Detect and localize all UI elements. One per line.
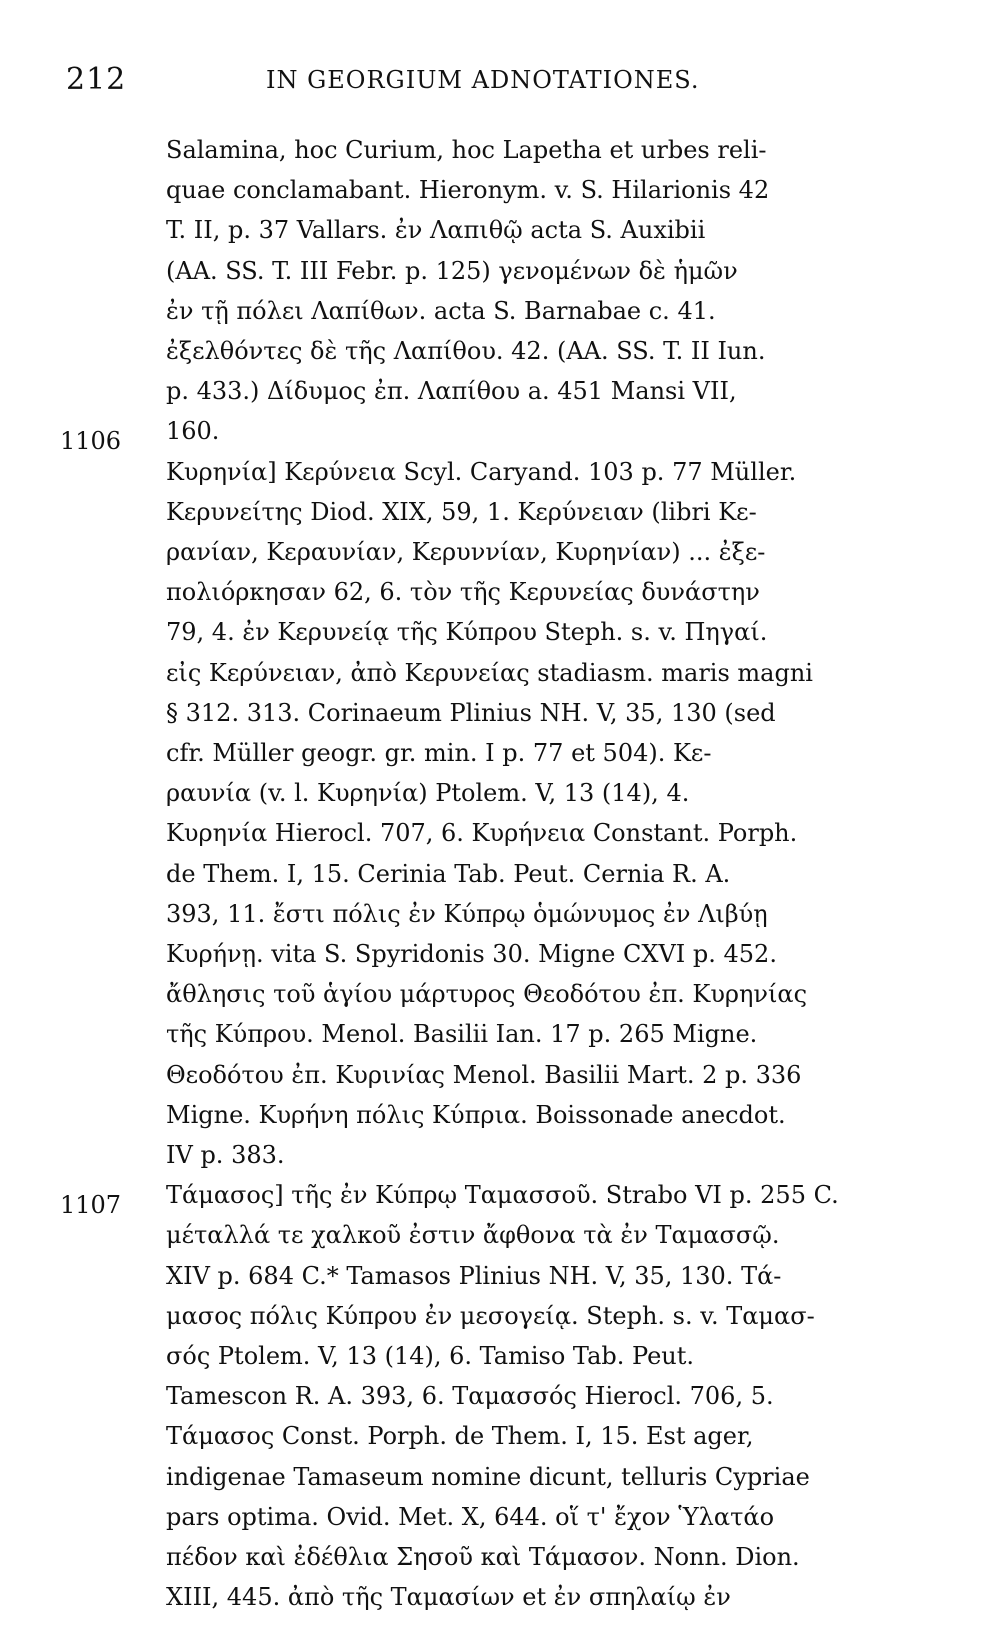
page-number: 212 bbox=[66, 62, 127, 97]
text-line: Tamescon R. A. 393, 6. Ταμασσός Hierocl. 706, 5. bbox=[166, 1382, 774, 1411]
text-line: μέταλλά τε χαλκοῦ ἐστιν ἄφθονα τὰ ἐν Ταμασσῷ. bbox=[166, 1221, 780, 1250]
text-line: μασος πόλις Κύπρου ἐν μεσογείᾳ. Steph. s. v. Ταμασ- bbox=[166, 1301, 815, 1330]
text-line: Salamina, hoc Curium, hoc Lapetha et urbes reli- bbox=[166, 136, 767, 164]
text-line: T. II, p. 37 Vallars. ἐν Λαπιθῷ acta S. Auxibii bbox=[166, 216, 706, 245]
text-line: Migne. Κυρήνη πόλις Κύπρια. Boissonade anecdot. bbox=[166, 1100, 786, 1129]
text-line: Θεοδότου ἐπ. Κυρινίας Menol. Basilii Mart. 2 p. 336 bbox=[166, 1060, 802, 1089]
text-line: σός Ptolem. V, 13 (14), 6. Tamiso Tab. Peut. bbox=[166, 1342, 695, 1370]
text-line: ραυνία (v. l. Κυρηνία) Ptolem. V, 13 (14), 4. bbox=[166, 779, 690, 808]
verse-number: 1106 bbox=[60, 427, 122, 456]
text-line: τῆς Κύπρου. Menol. Basilii Ian. 17 p. 265 Migne. bbox=[166, 1020, 758, 1049]
text-line: cfr. Müller geogr. gr. min. I p. 77 et 504). Κε- bbox=[166, 739, 712, 767]
text-line: p. 433.) Δίδυμος ἐπ. Λαπίθου a. 451 Mansi VII, bbox=[166, 377, 737, 406]
text-line: quae conclamabant. Hieronym. v. S. Hilarionis 42 bbox=[166, 176, 770, 205]
text-line: indigenae Tamaseum nomine dicunt, telluris Cypriae bbox=[166, 1462, 810, 1491]
verse-number: 1107 bbox=[60, 1191, 122, 1220]
text-line: Κυρήνῃ. vita S. Spyridonis 30. Migne CXVI p. 452. bbox=[166, 940, 777, 968]
text-line: de Them. I, 15. Cerinia Tab. Peut. Cernia R. A. bbox=[166, 859, 731, 888]
text-line: Κυρηνία] Κερύνεια Scyl. Caryand. 103 p. 77 Müller. bbox=[166, 457, 797, 486]
running-head bbox=[66, 62, 932, 102]
text-line: ἐξελθόντες δὲ τῆς Λαπίθου. 42. (AA. SS. T. II Iun. bbox=[166, 337, 766, 365]
text-line: (AA. SS. T. III Febr. p. 125) γενομένων δὲ ἡμῶν bbox=[166, 256, 738, 285]
text-line: πέδον καὶ ἐδέθλια Σησοῦ καὶ Τάμασον. Nonn. Dion. bbox=[166, 1543, 800, 1571]
text-line: εἰς Κερύνειαν, ἀπὸ Κερυνείας stadiasm. maris magni bbox=[166, 658, 813, 687]
text-line: 393, 11. ἔστι πόλις ἐν Κύπρῳ ὁμώνυμος ἐν Λιβύῃ bbox=[166, 899, 768, 928]
text-line: Τάμασος Const. Porph. de Them. I, 15. Est ager, bbox=[166, 1422, 754, 1451]
text-line: Κυρηνία Hierocl. 707, 6. Κυρήνεια Constant. Porph. bbox=[166, 819, 798, 848]
text-line: ρανίαν, Κεραυνίαν, Κερυννίαν, Κυρηνίαν) ... ἐξε- bbox=[166, 538, 766, 566]
text-line: XIII, 445. ἀπὸ τῆς Ταμασίων et ἐν σπηλαίῳ ἐν bbox=[166, 1583, 731, 1612]
text-line: IV p. 383. bbox=[166, 1141, 285, 1169]
text-line: ἄθλησις τοῦ ἁγίου μάρτυρος Θεοδότου ἐπ. Κυρηνίας bbox=[166, 980, 808, 1009]
text-line: 79, 4. ἐν Κερυνείᾳ τῆς Κύπρου Steph. s. v. Πηγαί. bbox=[166, 618, 768, 647]
text-line: ἐν τῇ πόλει Λαπίθων. acta S. Barnabae c. 41. bbox=[166, 296, 716, 325]
text-line: § 312. 313. Corinaeum Plinius NH. V, 35, 130 (sed bbox=[166, 698, 776, 727]
text-line: Κερυνείτης Diod. XIX, 59, 1. Κερύνειαν (libri Κε- bbox=[166, 497, 757, 526]
running-title: IN GEORGIUM ADNOTATIONES. bbox=[266, 66, 700, 94]
text-line: πολιόρκησαν 62, 6. τὸν τῆς Κερυνείας δυνάστην bbox=[166, 578, 760, 607]
text-line: pars optima. Ovid. Met. X, 644. οἵ τ' ἔχον Ὑλατάο bbox=[166, 1502, 775, 1531]
text-line: 160. bbox=[166, 417, 220, 446]
text-line: Τάμασος] τῆς ἐν Κύπρῳ Ταμασσοῦ. Strabo VI p. 255 C. bbox=[166, 1181, 839, 1210]
text-line: XIV p. 684 C.* Tamasos Plinius NH. V, 35, 130. Τά- bbox=[166, 1261, 782, 1290]
